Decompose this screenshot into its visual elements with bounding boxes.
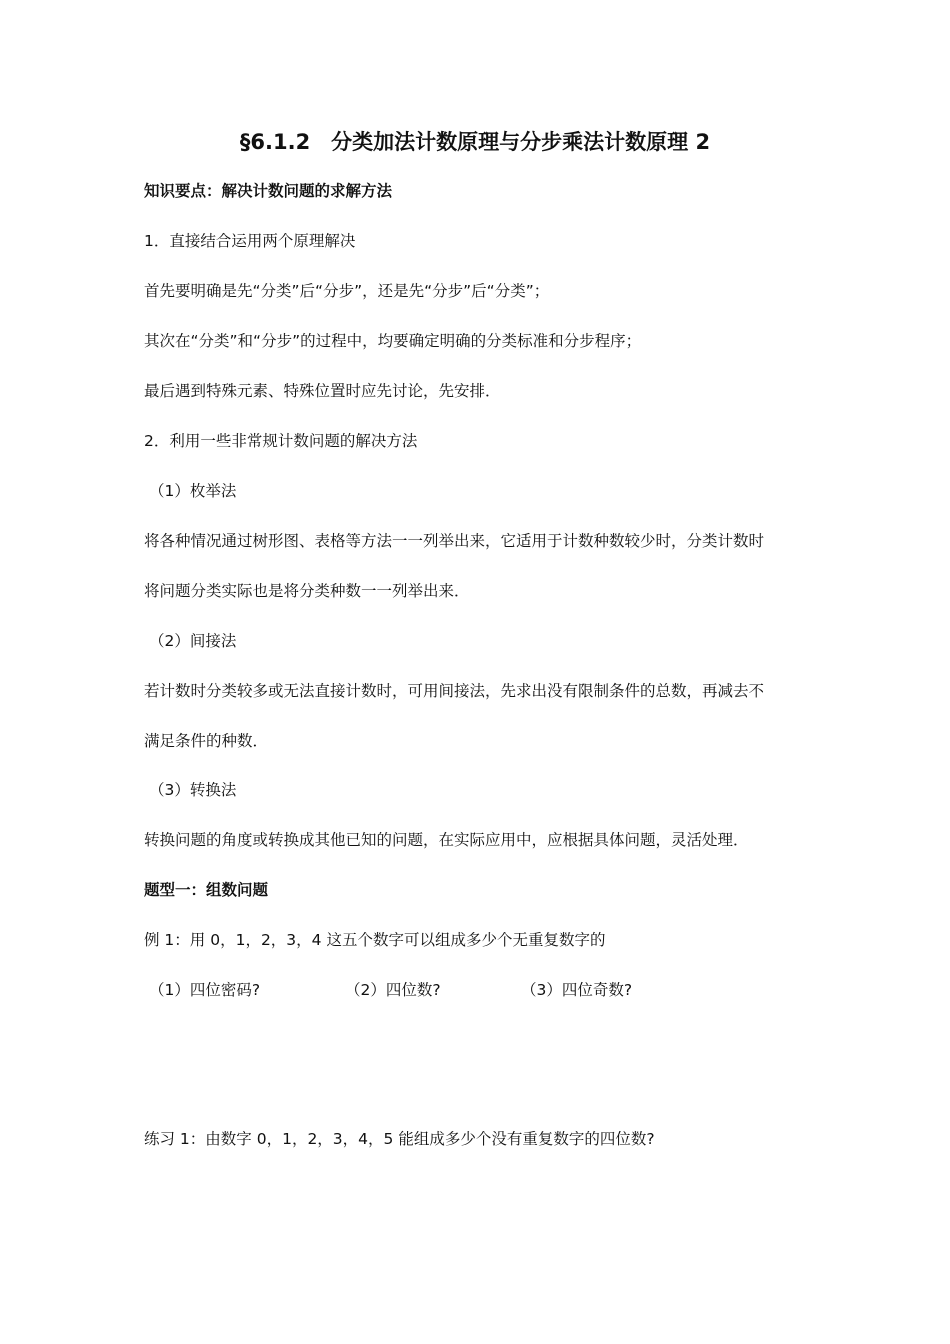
point1-line: 最后遇到特殊元素、特殊位置时应先讨论，先安排． — [144, 382, 501, 400]
example1-part: （3）四位奇数? — [521, 981, 633, 999]
point1-line: 首先要明确是先“分类”后“分步”，还是先“分步”后“分类”； — [144, 282, 550, 300]
example1-part: （2）四位数? — [345, 981, 441, 999]
knowledge-heading: 知识要点：解决计数问题的求解方法 — [144, 182, 393, 200]
method2-title: （2）间接法 — [149, 632, 237, 650]
method3-line: 转换问题的角度或转换成其他已知的问题，在实际应用中，应根据具体问题，灵活处理． — [144, 831, 749, 849]
method1-title: （1）枚举法 — [149, 482, 237, 500]
method3-title: （3）转换法 — [149, 781, 237, 799]
method2-line: 满足条件的种数． — [144, 732, 269, 750]
point2-heading: 2．利用一些非常规计数问题的解决方法 — [144, 432, 418, 450]
practice1-question: 练习 1：由数字 0，1，2，3，4，5 能组成多少个没有重复数字的四位数? — [144, 1130, 655, 1148]
method1-line: 将各种情况通过树形图、表格等方法一一列举出来，它适用于计数种数较少时，分类计数时 — [144, 532, 765, 550]
example1-question: 例 1：用 0，1，2，3，4 这五个数字可以组成多少个无重复数字的 — [144, 931, 606, 949]
example1-part: （1）四位密码? — [149, 981, 261, 999]
type1-heading: 题型一：组数问题 — [144, 881, 269, 899]
method2-line: 若计数时分类较多或无法直接计数时，可用间接法，先求出没有限制条件的总数，再减去不 — [144, 682, 765, 700]
page-title: §6.1.2 分类加法计数原理与分步乘法计数原理 2 — [239, 130, 711, 154]
point1-heading: 1．直接结合运用两个原理解决 — [144, 232, 356, 250]
point1-line: 其次在“分类”和“分步”的过程中，均要确定明确的分类标准和分步程序； — [144, 332, 642, 350]
method1-line: 将问题分类实际也是将分类种数一一列举出来． — [144, 582, 470, 600]
